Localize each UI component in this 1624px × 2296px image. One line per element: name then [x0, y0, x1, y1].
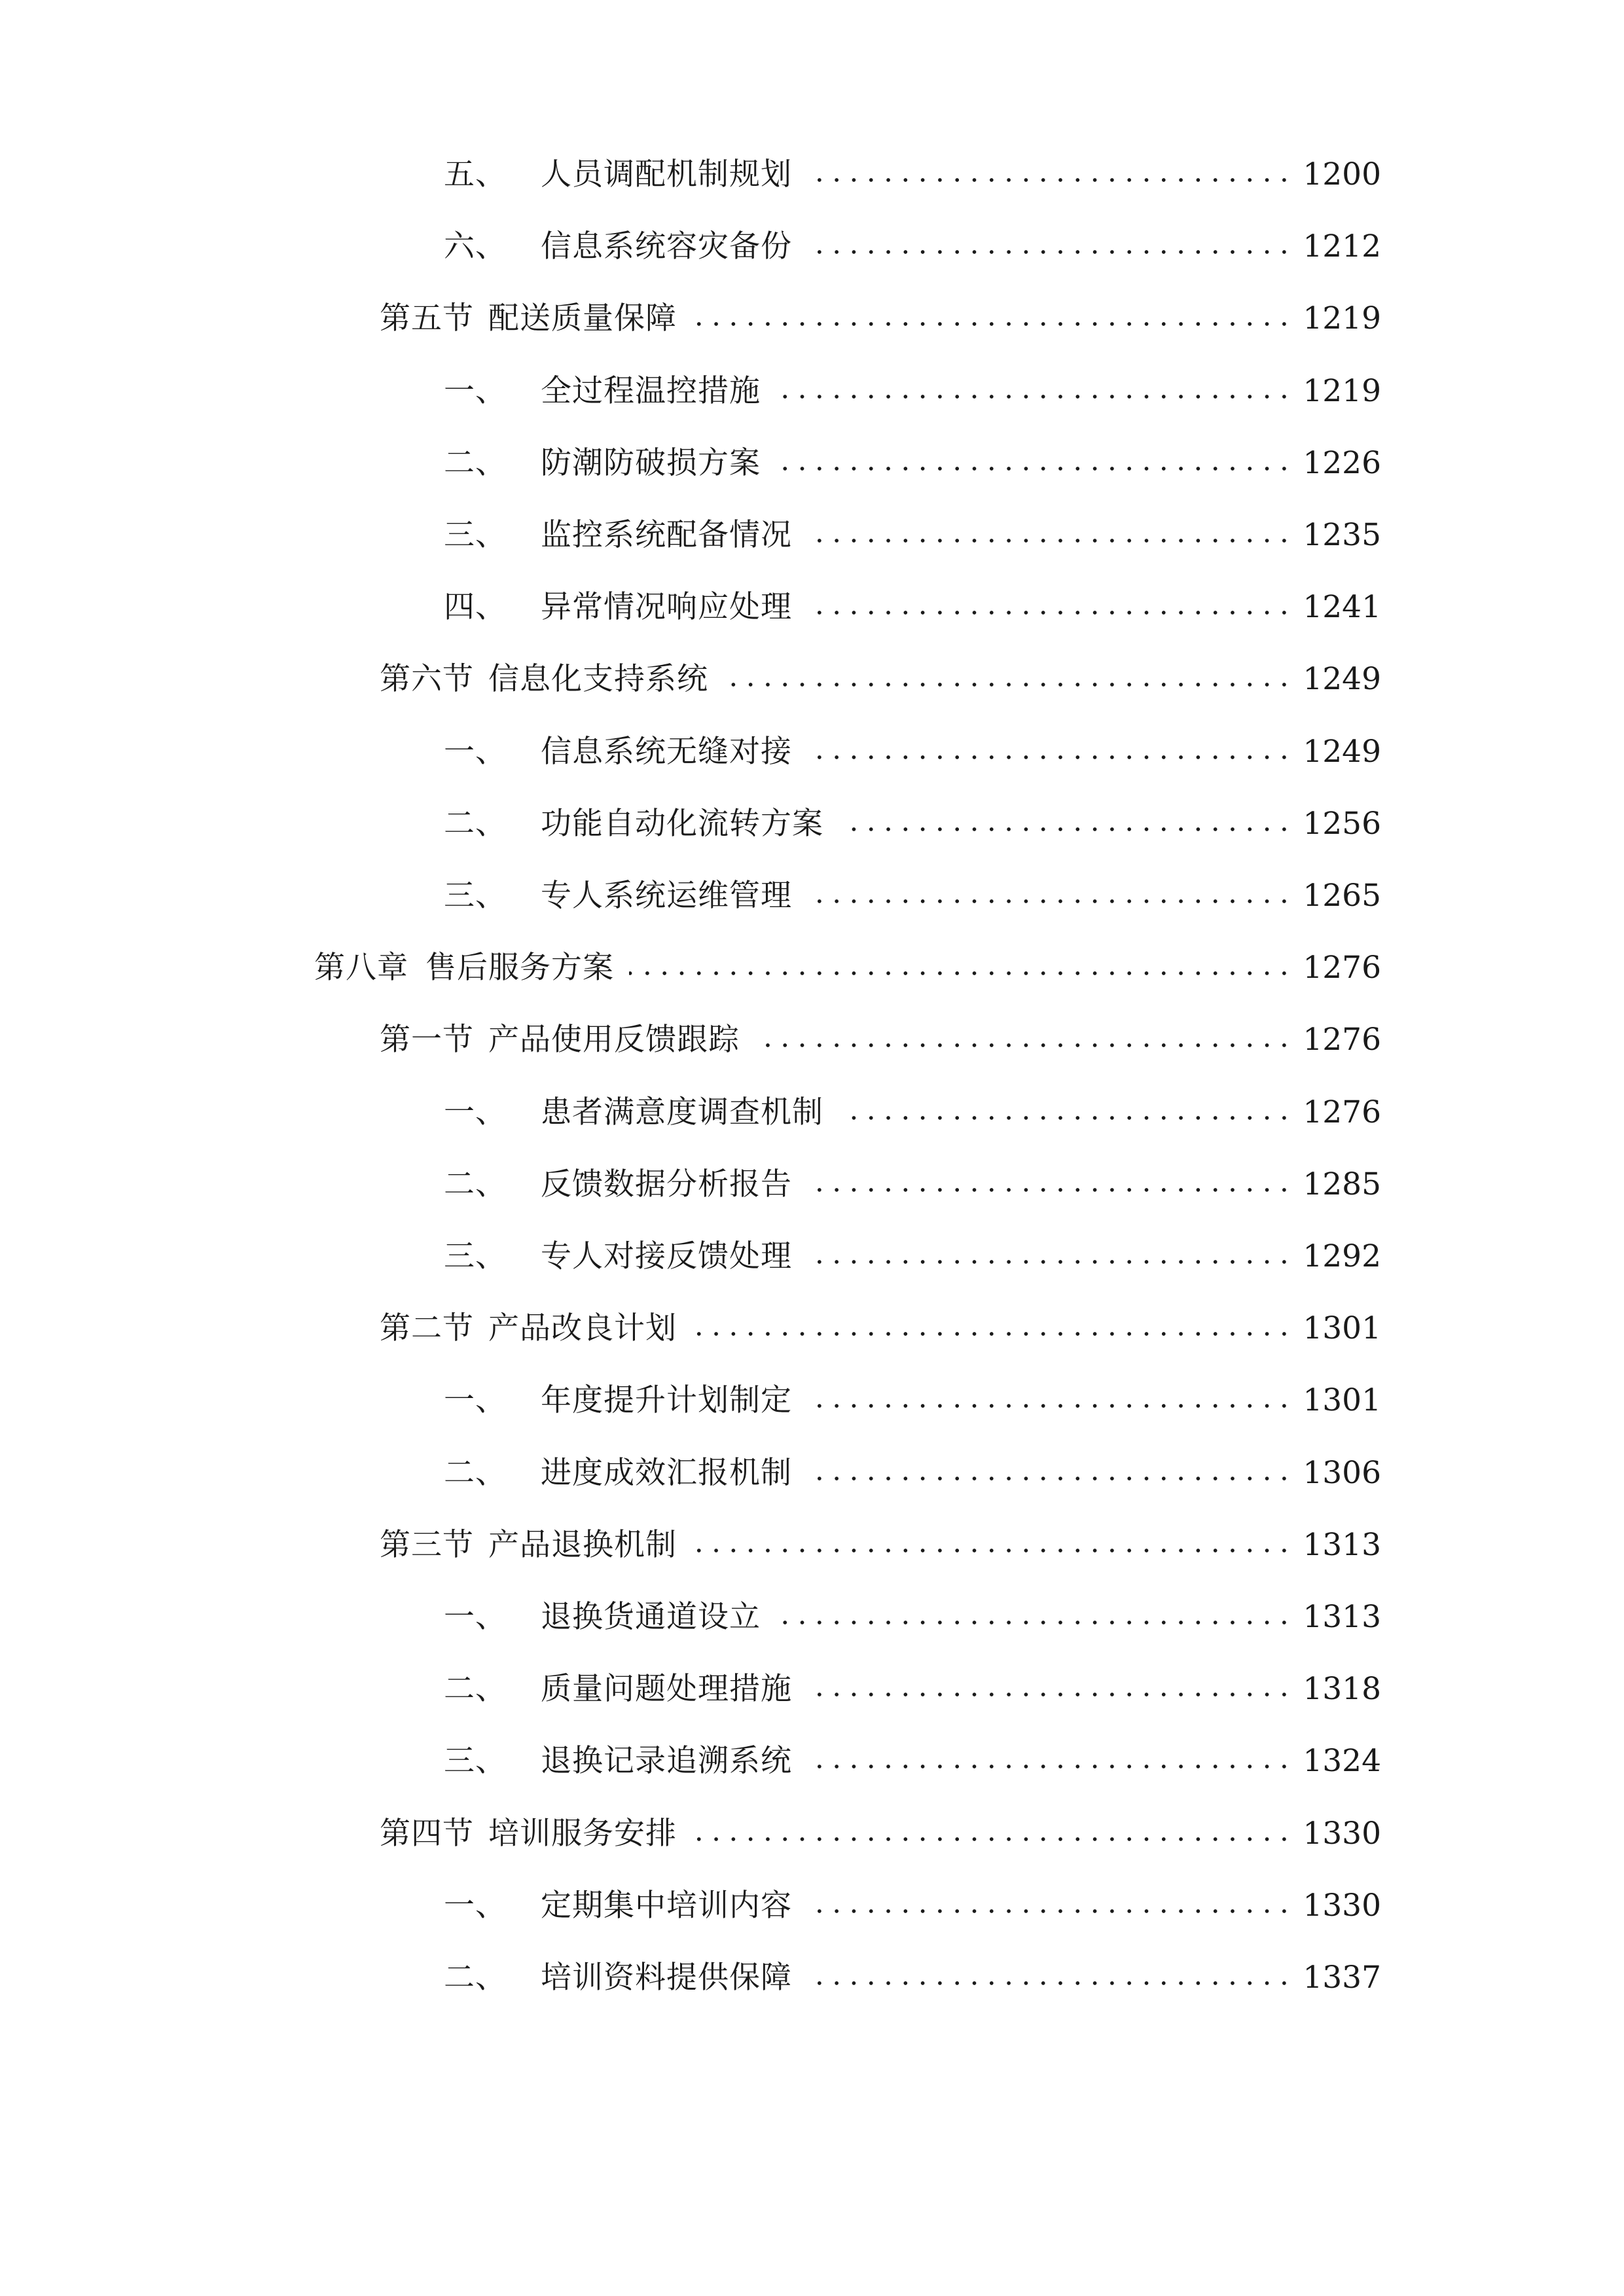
toc-entry-title: 配送质量保障 — [488, 300, 677, 337]
toc-entry-label — [444, 1960, 792, 1996]
toc-entry[interactable] — [0, 438, 1624, 490]
toc-entry-title: 年度提升计划制定 — [541, 1382, 792, 1419]
toc-entry-title: 产品使用反馈跟踪 — [488, 1022, 740, 1058]
toc-entry[interactable] — [0, 726, 1624, 779]
toc-page-number: 1276 — [1303, 1094, 1381, 1130]
toc-entry-label — [444, 1166, 792, 1202]
toc-entry-number: 第六节 — [380, 661, 474, 698]
toc-entry[interactable] — [0, 1520, 1624, 1572]
toc-entry-label — [444, 1094, 823, 1130]
toc-entry-number: 三、 — [444, 878, 507, 914]
toc-entry-label — [444, 517, 792, 553]
toc-entry-label — [380, 1815, 677, 1852]
toc-entry[interactable] — [0, 1736, 1624, 1788]
toc-entry-title: 反馈数据分析报告 — [541, 1166, 792, 1202]
toc-page-number: 1330 — [1303, 1815, 1381, 1852]
toc-entry[interactable] — [0, 293, 1624, 346]
toc-entry-number: 第四节 — [380, 1815, 474, 1852]
toc-entry-number: 二、 — [444, 444, 507, 481]
toc-page-number: 1235 — [1303, 517, 1381, 553]
toc-leader-dots — [629, 971, 1293, 975]
toc-page-number: 1292 — [1303, 1238, 1381, 1274]
toc-entry-label — [380, 1526, 677, 1563]
toc-entry-title: 防潮防破损方案 — [541, 444, 761, 481]
toc-page-number: 1313 — [1303, 1599, 1381, 1635]
toc-entry-number: 一、 — [444, 733, 507, 770]
toc-entry-title: 信息化支持系统 — [488, 661, 708, 698]
toc-entry[interactable] — [0, 221, 1624, 274]
toc-entry[interactable] — [0, 1592, 1624, 1644]
toc-leader-dots — [692, 1549, 1293, 1552]
toc-entry-title: 退换货通道设立 — [541, 1599, 761, 1635]
toc-entry[interactable] — [0, 798, 1624, 851]
toc-entry-label — [444, 805, 823, 842]
toc-page-number: 1256 — [1303, 805, 1381, 842]
toc-entry-label — [444, 156, 792, 192]
toc-entry-title: 人员调配机制规划 — [541, 156, 792, 192]
toc-leader-dots — [692, 322, 1293, 326]
toc-page-number: 1330 — [1303, 1887, 1381, 1924]
toc-entry-number: 二、 — [444, 1166, 507, 1202]
toc-entry-title: 退换记录追溯系统 — [541, 1743, 792, 1780]
toc-page-number: 1306 — [1303, 1454, 1381, 1491]
toc-entry[interactable] — [0, 1231, 1624, 1283]
toc-entry-number: 一、 — [444, 1382, 507, 1419]
toc-entry-title: 信息系统容灾备份 — [541, 228, 792, 265]
toc-entry-number: 四、 — [444, 589, 507, 626]
toc-entry[interactable] — [0, 870, 1624, 923]
toc-entry-label — [380, 1310, 677, 1347]
toc-entry[interactable] — [0, 1159, 1624, 1211]
toc-entry[interactable] — [0, 1952, 1624, 2005]
toc-entry[interactable] — [0, 1880, 1624, 1933]
toc-page-number: 1301 — [1303, 1310, 1381, 1347]
toc-entry-title: 质量问题处理措施 — [541, 1671, 792, 1708]
toc-entry-title: 专人系统运维管理 — [541, 878, 792, 914]
toc-entry[interactable] — [0, 1808, 1624, 1861]
toc-entry-title: 监控系统配备情况 — [541, 517, 792, 553]
toc-entry-number: 三、 — [444, 1238, 507, 1274]
toc-entry[interactable] — [0, 1014, 1624, 1067]
toc-entry-label — [444, 1382, 792, 1419]
toc-entry-label — [444, 1887, 792, 1924]
toc-entry[interactable] — [0, 149, 1624, 202]
toc-entry-label — [380, 661, 708, 698]
toc-entry-title: 信息系统无缝对接 — [541, 733, 792, 770]
toc-page-number: 1313 — [1303, 1526, 1381, 1563]
toc-entry[interactable] — [0, 654, 1624, 706]
toc-entry-label — [314, 950, 614, 986]
toc-entry-label — [380, 1022, 740, 1058]
toc-entry[interactable] — [0, 1448, 1624, 1500]
toc-entry[interactable] — [0, 1087, 1624, 1139]
toc-entry-label — [444, 1743, 792, 1780]
toc-page-number: 1212 — [1303, 228, 1381, 265]
toc-entry[interactable] — [0, 942, 1624, 995]
toc-entry-number: 二、 — [444, 1960, 507, 1996]
toc-entry-label — [444, 372, 761, 409]
toc-entry-number: 第八章 — [314, 950, 408, 986]
toc-entry-label — [444, 1454, 792, 1491]
toc-entry-number: 一、 — [444, 1094, 507, 1130]
toc-entry-number: 第五节 — [380, 300, 474, 337]
toc-entry[interactable] — [0, 582, 1624, 634]
toc-entry[interactable] — [0, 366, 1624, 418]
toc-entry-number: 五、 — [444, 156, 507, 192]
toc-leader-dots — [724, 683, 1293, 687]
toc-page-number: 1226 — [1303, 444, 1381, 481]
toc-page-number: 1337 — [1303, 1960, 1381, 1996]
toc-entry-title: 定期集中培训内容 — [541, 1887, 792, 1924]
toc-entry-label — [444, 589, 792, 626]
toc-entry-title: 培训资料提供保障 — [541, 1960, 792, 1996]
toc-entry-number: 一、 — [444, 1599, 507, 1635]
toc-entry-title: 产品退换机制 — [488, 1526, 677, 1563]
toc-entry-number: 二、 — [444, 1454, 507, 1491]
toc-leader-dots — [692, 1332, 1293, 1336]
toc-entry-title: 产品改良计划 — [488, 1310, 677, 1347]
toc-entry[interactable] — [0, 510, 1624, 562]
toc-entry[interactable] — [0, 1303, 1624, 1355]
toc-entry-number: 三、 — [444, 517, 507, 553]
toc-leader-dots — [692, 1837, 1293, 1841]
toc-entry-number: 第二节 — [380, 1310, 474, 1347]
toc-page-number: 1318 — [1303, 1671, 1381, 1708]
toc-entry-number: 第三节 — [380, 1526, 474, 1563]
toc-page-number: 1324 — [1303, 1743, 1381, 1780]
toc-entry-label — [444, 1671, 792, 1708]
toc-entry-label — [444, 228, 792, 265]
toc-page-number: 1249 — [1303, 733, 1381, 770]
toc-entry-title: 功能自动化流转方案 — [541, 805, 823, 842]
toc-entry-title: 培训服务安排 — [488, 1815, 677, 1852]
toc-entry[interactable] — [0, 1375, 1624, 1427]
toc-entry-label — [444, 733, 792, 770]
toc-entry-label — [444, 1599, 761, 1635]
toc-entry-number: 二、 — [444, 805, 507, 842]
toc-page-number: 1265 — [1303, 878, 1381, 914]
toc-entry-title: 患者满意度调查机制 — [541, 1094, 823, 1130]
toc-page-number: 1276 — [1303, 1022, 1381, 1058]
toc-entry-label — [444, 878, 792, 914]
toc-page-number: 1219 — [1303, 300, 1381, 337]
toc-entry-title: 售后服务方案 — [425, 950, 614, 986]
toc-page-number: 1249 — [1303, 661, 1381, 698]
toc-entry-title: 异常情况响应处理 — [541, 589, 792, 626]
toc-entry-label — [444, 1238, 792, 1274]
toc-entry-number: 三、 — [444, 1743, 507, 1780]
toc-entry-label — [380, 300, 677, 337]
toc-entry-number: 六、 — [444, 228, 507, 265]
toc-entry-title: 全过程温控措施 — [541, 372, 761, 409]
toc-entry-title: 进度成效汇报机制 — [541, 1454, 792, 1491]
toc-entry-number: 第一节 — [380, 1022, 474, 1058]
toc-entry[interactable] — [0, 1664, 1624, 1716]
toc-page-number: 1241 — [1303, 589, 1381, 626]
toc-entry-number: 二、 — [444, 1671, 507, 1708]
toc-page-number: 1301 — [1303, 1382, 1381, 1419]
toc-page-number: 1285 — [1303, 1166, 1381, 1202]
toc-page-number: 1219 — [1303, 372, 1381, 409]
toc-page-number: 1200 — [1303, 156, 1381, 192]
toc-entry-title: 专人对接反馈处理 — [541, 1238, 792, 1274]
toc-entry-number: 一、 — [444, 1887, 507, 1924]
toc-entry-label — [444, 444, 761, 481]
toc-page-number: 1276 — [1303, 950, 1381, 986]
toc-entry-number: 一、 — [444, 372, 507, 409]
